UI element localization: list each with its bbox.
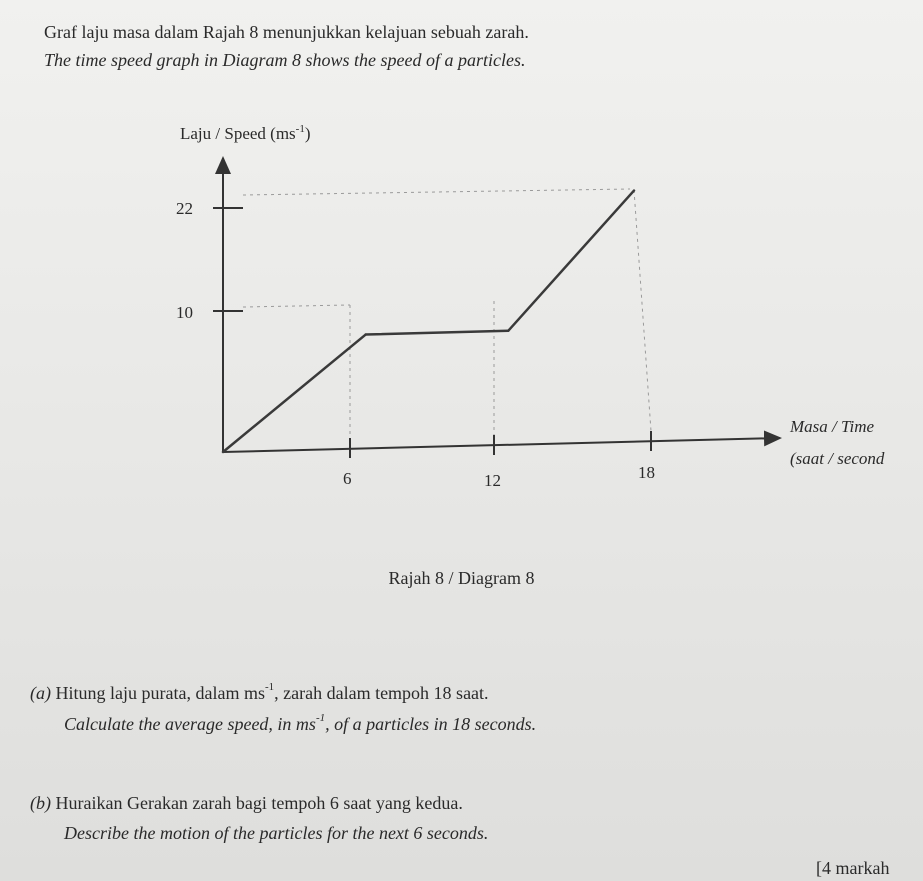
guide-h-22 [243,189,630,195]
diagram-caption: Rajah 8 / Diagram 8 [388,568,535,588]
x-axis-label: Masa / Time [790,417,875,436]
question-a-malay [30,683,489,704]
guide-h-10 [243,305,350,307]
speed-series [223,191,634,452]
question-b-malay [30,793,463,814]
graph-segment-3 [508,191,634,331]
graph-segment-1 [223,335,366,452]
question-b-english: Describe the motion of the particles for the next 6 seconds. [64,823,489,843]
guide-v-18 [634,190,651,431]
x-tick-label-6: 6 [343,469,352,488]
y-tick-label-22: 22 [176,199,193,218]
y-axis-label [180,123,311,143]
question-a-english-pre: Calculate the average speed, in ms [64,714,316,734]
question-a-malay-pre: Hitung laju purata, dalam ms [55,683,265,703]
intro-malay: Graf laju masa dalam Rajah 8 menunjukkan kelajuan sebuah zarah. [44,22,529,42]
y-tick-label-10: 10 [176,303,193,322]
question-a-english-sup: -1 [315,712,326,724]
question-a-label: (a) [30,683,51,703]
graph-segment-2 [366,331,509,335]
question-a-malay-post: , zarah dalam tempoh 18 saat. [274,683,489,703]
x-axis-unit: (saat / second [790,449,885,468]
x-axis [223,438,780,452]
y-axis-label-main: Laju / Speed (ms [180,124,296,143]
y-axis-label-sup: -1 [295,123,305,135]
question-a-english [64,714,536,735]
marks-label: [4 markah [816,858,890,878]
question-b-malay-text: Huraikan Gerakan zarah bagi tempoh 6 saat yang kedua. [55,793,463,813]
intro-english: The time speed graph in Diagram 8 shows the speed of a particles. [44,50,526,70]
question-a-english-post: , of a particles in 18 seconds. [325,714,537,734]
y-axis-label-close: ) [304,124,311,143]
question-b-label: (b) [30,793,51,813]
x-tick-label-18: 18 [638,463,655,482]
question-a-malay-sup: -1 [264,681,275,693]
x-tick-label-12: 12 [484,471,501,490]
